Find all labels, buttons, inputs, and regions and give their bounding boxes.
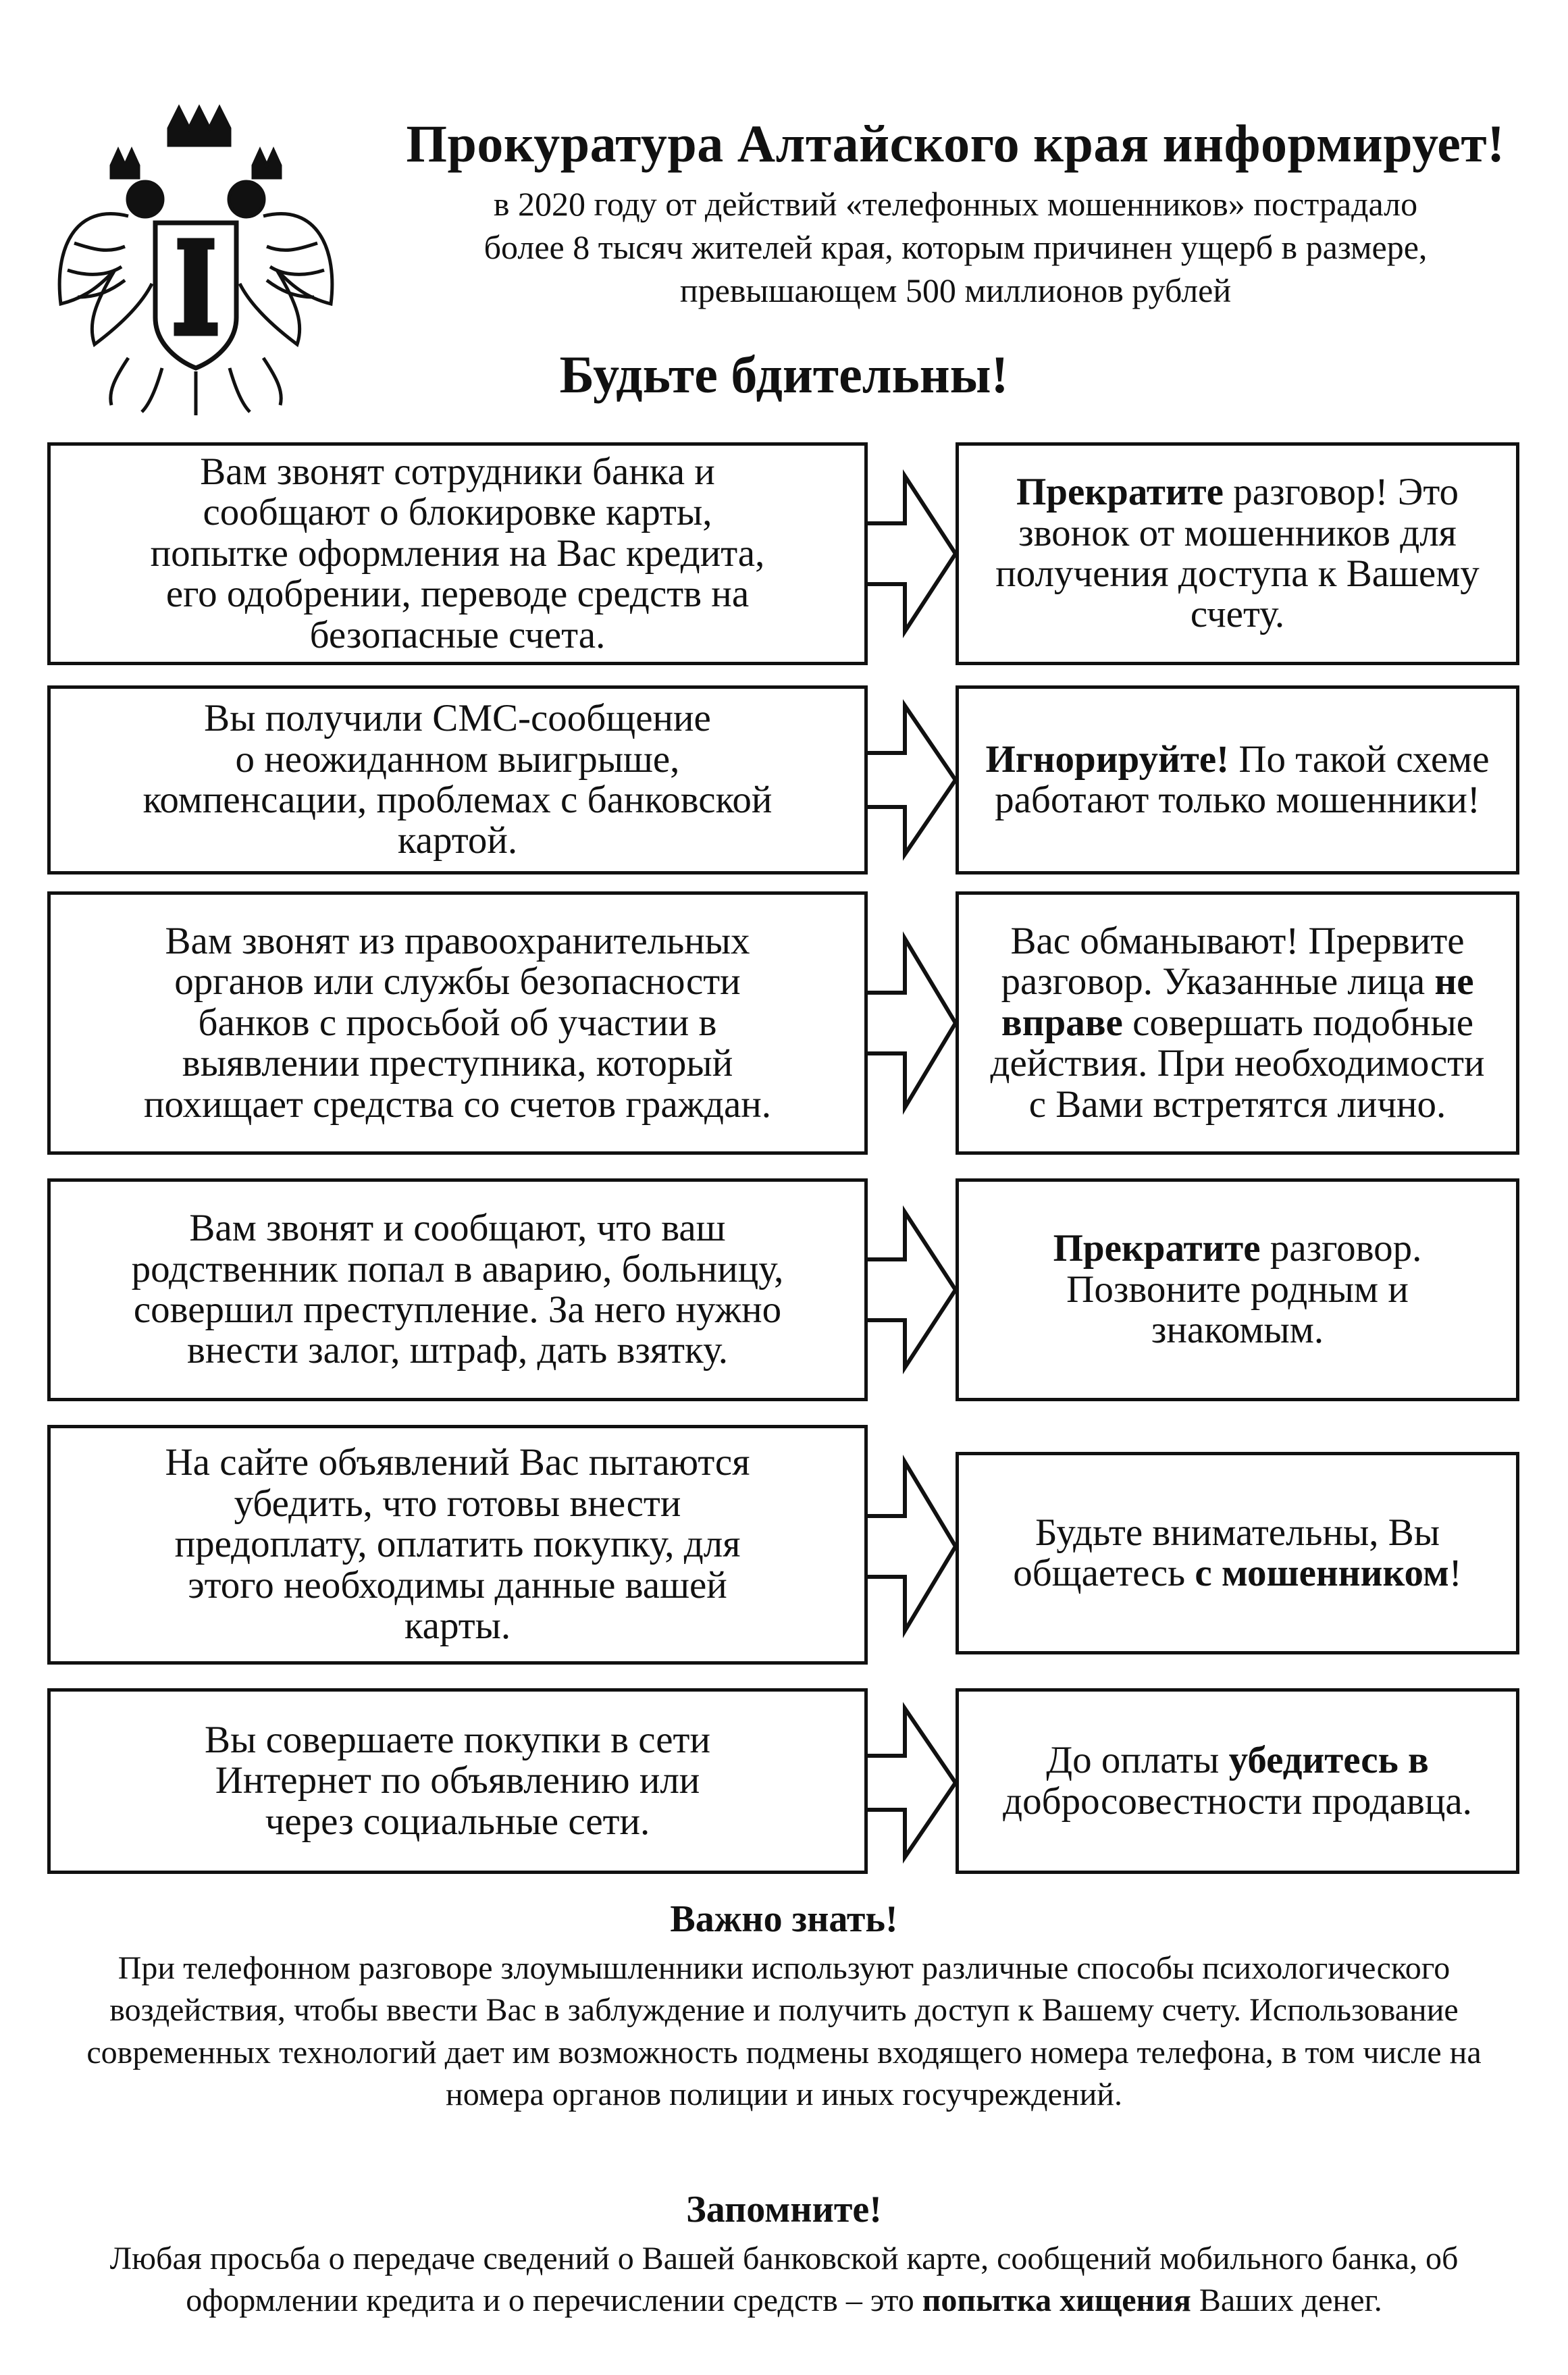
situation-box [47,1688,868,1874]
important-section [0,1898,1568,2116]
situation-line: попытке оформления на Вас кредита, [150,531,765,575]
advice-text: разговор. Позвоните родным и знакомым. [1066,1227,1422,1352]
subtitle-line: более 8 тысяч жителей края, которым причинен ущерб в размере, [484,228,1428,266]
advice-emphasis: Игнорируйте! [985,737,1230,781]
situation-line: о неожиданном выигрыше, [235,737,680,781]
arrow-right-icon [864,1445,959,1648]
advice-box [956,1688,1519,1874]
page-title: Прокуратура Алтайского края информирует! [406,114,1505,173]
advice-text: Будьте внимательны, Вы общаетесь [1013,1511,1440,1594]
important-title: Важно знать! [670,1898,898,1940]
advice-text: Вас обманывают! Прервите разговор. Указанные лица [1001,919,1465,1003]
remember-text [48,2238,1520,2322]
situation-line: внести залог, штраф, дать взятку. [186,1329,728,1372]
arrow-right-icon [864,1695,959,1871]
remember-text-part: Ваших денег. [1191,2282,1382,2319]
situation-line: Вам звонят и сообщают, что ваш [189,1207,726,1250]
situation-box [47,442,868,665]
situation-line: этого необходимы данные вашей [188,1563,727,1607]
advice-emphasis: не вправе [1001,960,1474,1044]
situation-box [47,891,868,1155]
remember-section [0,2188,1568,2322]
subtitle-line: в 2020 году от действий «телефонных мошенников» пострадало [493,184,1418,223]
advice-text: ! [1448,1552,1462,1594]
situation-line: карты. [404,1604,511,1648]
situation-line: компенсации, проблемах с банковской [142,779,773,821]
advice-emphasis: с мошенником [1195,1552,1449,1594]
advice-box [956,1452,1519,1654]
situation-line: через социальные сети. [265,1800,650,1843]
important-text: При телефонном разговоре злоумышленники используют различные способы психологического воздействия, чтобы ввести Вас в заблуждение и получить доступ к Вашему счету. Использование современных технологий дает им возможность подмены входящего номера телефона, в том числе на номера органов полиции и иных госучреждений. [86,1950,1482,2113]
situation-line: банков с просьбой об участии в [198,1001,717,1044]
arrow-right-icon [864,922,959,1124]
situation-line: органов или службы безопасности [174,960,741,1003]
situation-line: совершил преступление. За него нужно [133,1288,782,1331]
remember-title: Запомните! [686,2189,882,2230]
situation-line: Интернет по объявлению или [215,1759,700,1802]
advice-emphasis: убедитесь в [1228,1739,1429,1782]
situation-line: выявлении преступника, который [182,1042,733,1085]
advice-text: совершать подобные действия. При необходимости с Вами встретятся лично. [990,1001,1485,1126]
header-subtitle [351,182,1560,312]
situation-line: Вы совершаете покупки в сети [205,1718,710,1761]
situation-line: его одобрении, переводе средств на [165,573,750,616]
advice-emphasis: Прекратите [1016,471,1224,514]
advice-text: По такой схеме работают только мошенники! [995,737,1490,821]
situation-line: убедить, что готовы внести [234,1482,681,1525]
header [351,115,1560,312]
situation-box [47,1425,868,1665]
situation-line: родственник попал в аварию, больницу, [131,1247,784,1290]
arrow-right-icon [864,459,959,648]
situation-box [47,1178,868,1401]
arrow-right-icon [864,692,959,868]
situation-box [47,685,868,875]
advice-box [956,442,1519,665]
advice-box [956,685,1519,875]
advice-text: добросовестности продавца. [1003,1779,1472,1823]
advice-text: разговор! Это звонок от мошенников для получения доступа к Вашему счету. [995,471,1480,636]
situation-line: Вы получили СМС-сообщение [204,697,711,740]
situation-line: сообщают о блокировке карты, [203,491,712,534]
arrow-right-icon [864,1195,959,1384]
vigilant-heading: Будьте бдительны! [559,345,1009,404]
advice-box [956,891,1519,1155]
advice-text: До оплаты [1046,1739,1229,1782]
advice-box [956,1178,1519,1401]
situation-line: На сайте объявлений Вас пытаются [165,1441,750,1484]
situation-line: предоплату, оплатить покупку, для [174,1523,741,1566]
situation-line: Вам звонят из правоохранительных [165,919,750,962]
advice-emphasis: Прекратите [1053,1227,1261,1270]
situation-line: Вам звонят сотрудники банка и [200,450,715,493]
situation-line: похищает средства со счетов граждан. [143,1082,772,1126]
remember-text-part: Любая просьба о передаче сведений о Вашей банковской карте, сообщений мобильного банка, об оформлении кредита и о перечислении средств – это [109,2241,1459,2319]
subtitle-line: превышающем 500 миллионов рублей [679,271,1232,309]
remember-emphasis: попытка хищения [922,2282,1191,2319]
situation-line: картой. [397,819,518,862]
situation-line: безопасные счета. [309,613,606,656]
